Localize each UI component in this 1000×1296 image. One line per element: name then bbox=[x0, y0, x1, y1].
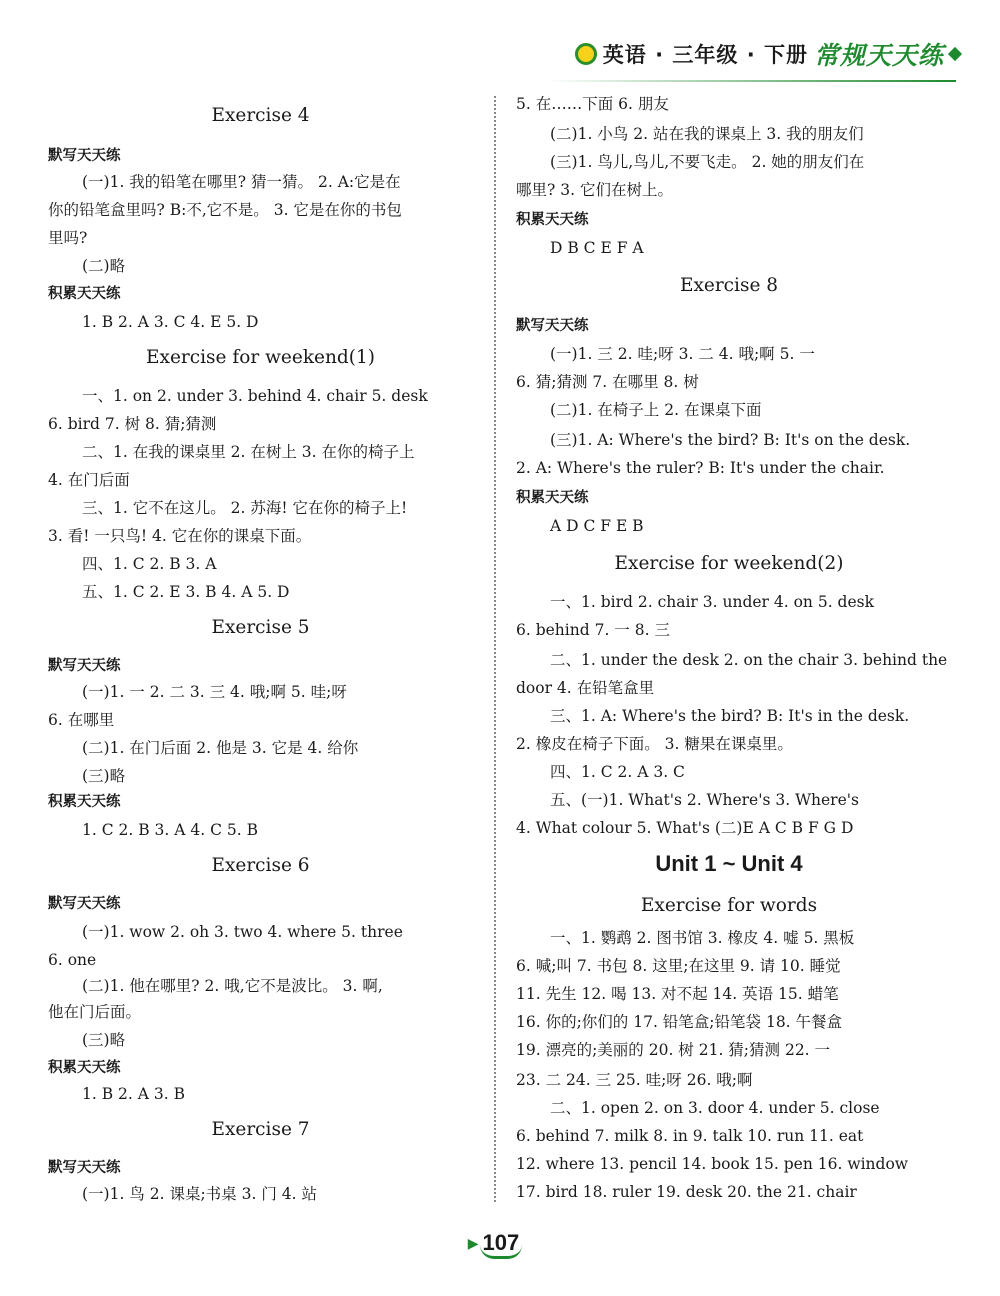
header-rule bbox=[546, 80, 956, 82]
answer-line: (二)略 bbox=[82, 257, 126, 275]
answer-line: 5. 在……下面 6. 朋友 bbox=[516, 95, 669, 113]
answer-line: 6. one bbox=[48, 951, 97, 969]
answer-line: 17. bird 18. ruler 19. desk 20. the 21. chair bbox=[516, 1183, 857, 1201]
answer-line: (三)略 bbox=[82, 767, 126, 785]
arrow-icon: ▶ bbox=[467, 1236, 479, 1252]
exercise-title: Exercise 6 bbox=[211, 855, 310, 876]
answer-line: 他在门后面。 bbox=[48, 1003, 142, 1021]
answer-line: 1. C 2. B 3. A 4. C 5. B bbox=[82, 821, 258, 839]
answer-line: 三、1. 它不在这儿。 2. 苏海! 它在你的椅子上! bbox=[82, 499, 408, 517]
section-heading: 积累天天练 bbox=[48, 1060, 121, 1076]
answer-line: 11. 先生 12. 喝 13. 对不起 14. 英语 15. 蜡笔 bbox=[516, 985, 839, 1003]
column-divider bbox=[494, 96, 496, 1202]
answer-line: (一)1. 三 2. 哇;呀 3. 二 4. 哦;啊 5. 一 bbox=[550, 345, 815, 363]
exercise-title: Exercise 7 bbox=[211, 1119, 310, 1140]
page-number bbox=[466, 1224, 524, 1264]
answer-line: 三、1. A: Where's the bird? B: It's in the desk. bbox=[550, 707, 910, 725]
answer-line: 1. B 2. A 3. B bbox=[82, 1085, 185, 1103]
answer-line: 23. 二 24. 三 25. 哇;呀 26. 哦;啊 bbox=[516, 1071, 753, 1089]
answer-line: 一、1. on 2. under 3. behind 4. chair 5. desk bbox=[82, 387, 428, 405]
section-heading: 默写天天练 bbox=[48, 896, 121, 912]
answer-line: 一、1. bird 2. chair 3. under 4. on 5. desk bbox=[550, 593, 874, 611]
answer-line: 6. 喊;叫 7. 书包 8. 这里;在这里 9. 请 10. 睡觉 bbox=[516, 957, 841, 975]
answer-line: 4. 在门后面 bbox=[48, 471, 130, 489]
answer-line: 16. 你的;你们的 17. 铅笔盒;铅笔袋 18. 午餐盒 bbox=[516, 1013, 843, 1031]
answer-line: (二)1. 在椅子上 2. 在课桌下面 bbox=[550, 401, 762, 419]
answer-line: door 4. 在铅笔盒里 bbox=[516, 679, 655, 697]
page-number-text: 107 bbox=[480, 1230, 523, 1259]
section-heading: 默写天天练 bbox=[48, 658, 121, 674]
answer-line: (一)1. wow 2. oh 3. two 4. where 5. three bbox=[82, 923, 403, 941]
answer-line: 6. 在哪里 bbox=[48, 711, 115, 729]
answer-line: (一)1. 我的铅笔在哪里? 猜一猜。 2. A:它是在 bbox=[82, 173, 401, 191]
answer-line: 12. where 13. pencil 14. book 15. pen 16. window bbox=[516, 1155, 909, 1173]
answer-line: 3. 看! 一只鸟! 4. 它在你的课桌下面。 bbox=[48, 527, 312, 545]
answer-line: 二、1. 在我的课桌里 2. 在树上 3. 在你的椅子上 bbox=[82, 443, 415, 461]
answer-line: 6. 猜;猜测 7. 在哪里 8. 树 bbox=[516, 373, 699, 391]
answer-line: (三)1. 鸟儿,鸟儿,不要飞走。 2. 她的朋友们在 bbox=[550, 153, 865, 171]
answer-line: (一)1. 鸟 2. 课桌;书桌 3. 门 4. 站 bbox=[82, 1185, 317, 1203]
header-brand: 常规天天练 bbox=[813, 41, 944, 70]
answer-line: (二)1. 小鸟 2. 站在我的课桌上 3. 我的朋友们 bbox=[550, 125, 864, 143]
answer-line: 四、1. C 2. B 3. A bbox=[82, 555, 217, 573]
exercise-title: Exercise for weekend(1) bbox=[146, 347, 375, 368]
answer-line: 6. behind 7. 一 8. 三 bbox=[516, 621, 670, 639]
answer-line: 1. B 2. A 3. C 4. E 5. D bbox=[82, 313, 259, 331]
exercise-title: Exercise 5 bbox=[211, 617, 310, 638]
answer-line: 19. 漂亮的;美丽的 20. 树 21. 猜;猜测 22. 一 bbox=[516, 1041, 831, 1059]
answer-line: 4. What colour 5. What's (二)E A C B F G D bbox=[516, 819, 854, 837]
header-subject: 英语 · 三年级 · 下册 bbox=[602, 43, 808, 67]
section-heading: 积累天天练 bbox=[516, 212, 589, 228]
answer-line: 2. 橡皮在椅子下面。 3. 糖果在课桌里。 bbox=[516, 735, 793, 753]
answer-line: (二)1. 他在哪里? 2. 哦,它不是波比。 3. 啊, bbox=[82, 977, 383, 995]
section-heading: 默写天天练 bbox=[516, 318, 589, 334]
exercise-title: Exercise 4 bbox=[211, 105, 310, 126]
answer-line: 6. bird 7. 树 8. 猜;猜测 bbox=[48, 415, 217, 433]
exercise-title: Exercise for weekend(2) bbox=[614, 553, 844, 574]
section-heading: 积累天天练 bbox=[48, 794, 121, 810]
answer-line: 二、1. under the desk 2. on the chair 3. behind the bbox=[550, 651, 948, 669]
answer-line: (二)1. 在门后面 2. 他是 3. 它是 4. 给你 bbox=[82, 739, 359, 757]
answer-line: (三)1. A: Where's the bird? B: It's on the desk. bbox=[550, 431, 911, 449]
answer-line: 二、1. open 2. on 3. door 4. under 5. close bbox=[550, 1099, 880, 1117]
exercise-title: Exercise 8 bbox=[679, 275, 779, 296]
answer-line: 哪里? 3. 它们在树上。 bbox=[516, 181, 673, 199]
answer-line: 五、1. C 2. E 3. B 4. A 5. D bbox=[82, 583, 290, 601]
diamond-icon bbox=[948, 47, 962, 61]
answer-line: 2. A: Where's the ruler? B: It's under the chair. bbox=[516, 459, 885, 477]
answer-line: 6. behind 7. milk 8. in 9. talk 10. run 11. eat bbox=[516, 1127, 864, 1145]
section-heading: 积累天天练 bbox=[48, 286, 121, 302]
exercise-title: Exercise for words bbox=[640, 895, 818, 916]
section-heading: 积累天天练 bbox=[516, 490, 589, 506]
answer-line: A D C F E B bbox=[550, 517, 644, 535]
answer-line: 五、(一)1. What's 2. Where's 3. Where's bbox=[550, 791, 859, 809]
section-heading: 默写天天练 bbox=[48, 148, 121, 164]
section-heading: 默写天天练 bbox=[48, 1160, 121, 1176]
clock-icon bbox=[575, 43, 597, 65]
answer-line: 四、1. C 2. A 3. C bbox=[550, 763, 685, 781]
answer-line: (三)略 bbox=[82, 1031, 126, 1049]
answer-line: D B C E F A bbox=[550, 239, 644, 257]
page-header bbox=[575, 34, 960, 74]
answer-line: 你的铅笔盒里吗? B:不,它不是。 3. 它是在你的书包 bbox=[48, 201, 402, 219]
answer-line: 里吗? bbox=[48, 229, 88, 247]
unit-title: Unit 1 ~ Unit 4 bbox=[655, 851, 803, 876]
answer-line: (一)1. 一 2. 二 3. 三 4. 哦;啊 5. 哇;呀 bbox=[82, 683, 347, 701]
answer-line: 一、1. 鹦鹉 2. 图书馆 3. 橡皮 4. 嘘 5. 黑板 bbox=[550, 929, 855, 947]
